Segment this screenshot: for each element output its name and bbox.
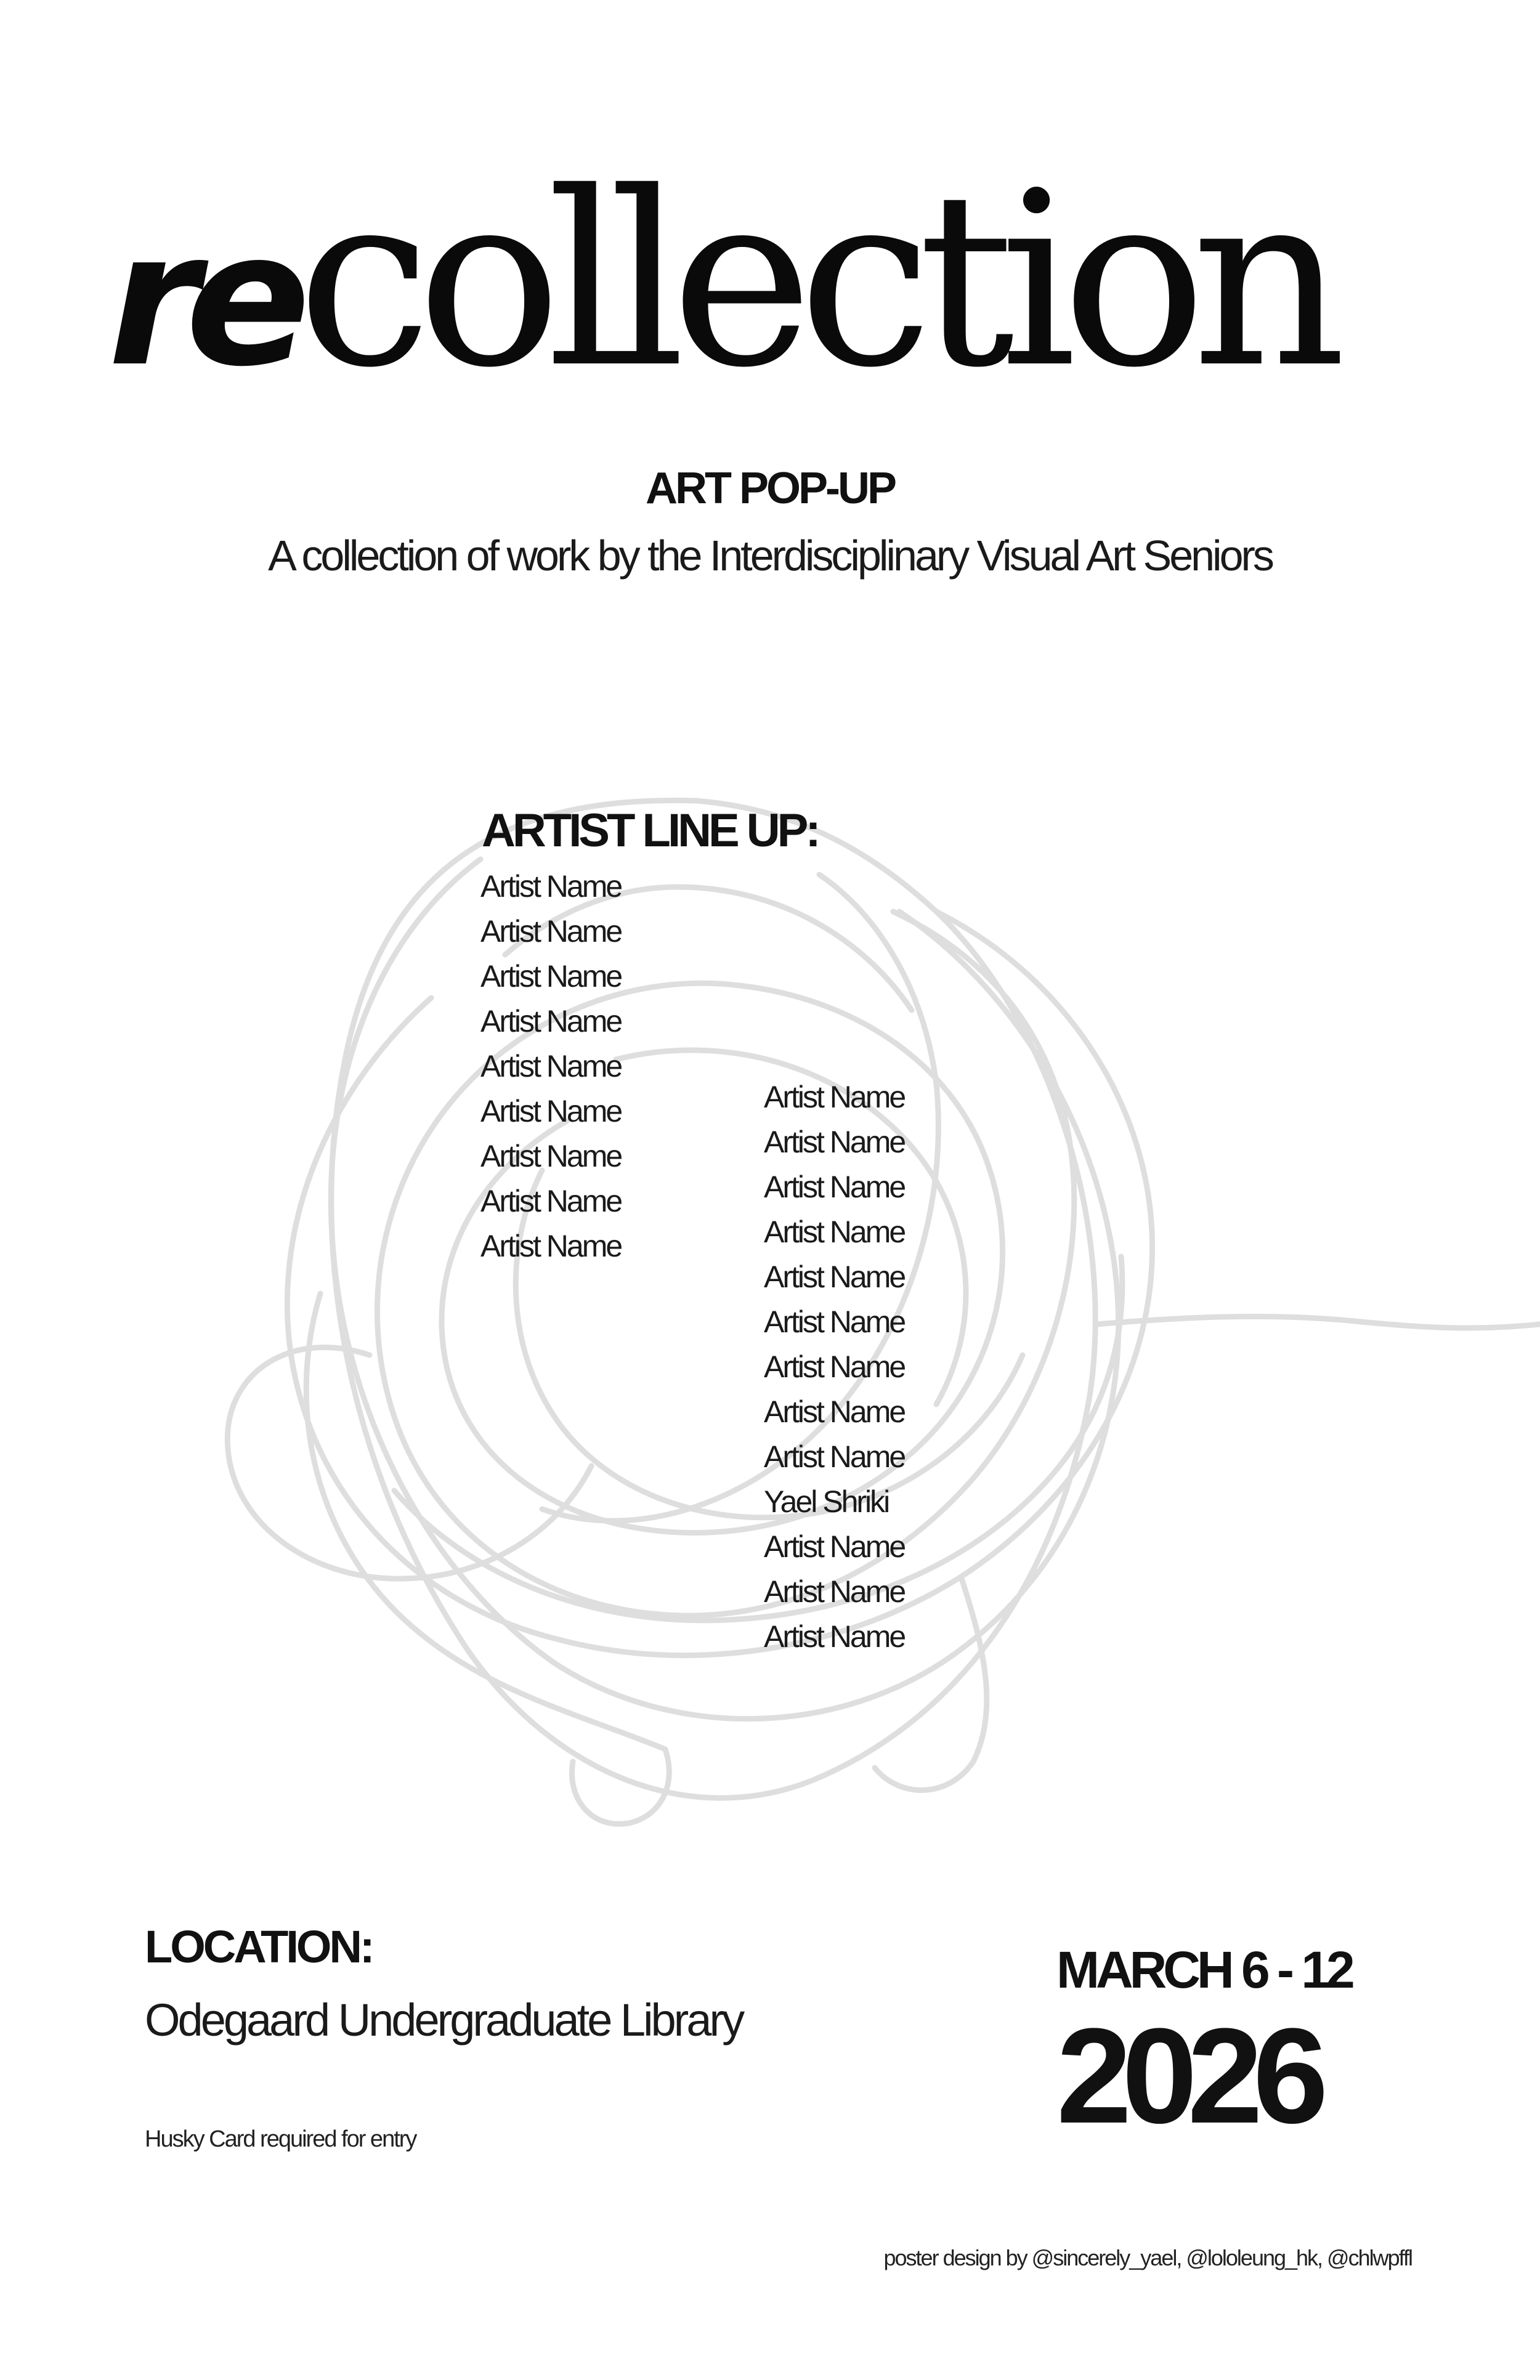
artist-list-left — [480, 864, 621, 1269]
date-range: MARCH 6 - 12 — [1056, 1941, 1352, 1999]
artist-name: Artist Name — [480, 869, 622, 904]
artist-name: Artist Name — [480, 914, 622, 949]
date-year: 2026 — [1056, 2000, 1319, 2151]
location-note: Husky Card required for entry — [145, 2126, 416, 2152]
artist-name: Artist Name — [764, 1125, 905, 1159]
artist-name: Artist Name — [764, 1215, 905, 1249]
artist-name: Artist Name — [480, 1004, 622, 1038]
artist-list-right — [764, 1075, 904, 1659]
artist-name: Artist Name — [480, 1049, 622, 1083]
artist-name: Artist Name — [480, 1184, 622, 1218]
artist-name: Artist Name — [764, 1529, 905, 1564]
event-tagline: A collection of work by the Interdisciplinary Visual Art Seniors — [268, 532, 1272, 580]
artist-name: Artist Name — [480, 1094, 622, 1128]
artist-name: Artist Name — [764, 1260, 905, 1294]
artist-name: Artist Name — [764, 1439, 905, 1474]
location-name: Odegaard Undergraduate Library — [145, 1994, 743, 2046]
artist-name: Artist Name — [764, 1080, 905, 1114]
artist-name: Artist Name — [764, 1305, 905, 1339]
artist-name: Artist Name — [480, 1229, 622, 1263]
location-label: LOCATION: — [145, 1921, 373, 1972]
lineup-heading: ARTIST LINE UP: — [482, 804, 818, 857]
artist-name: Artist Name — [764, 1170, 905, 1204]
artist-name: Artist Name — [764, 1574, 905, 1609]
event-type: ART POP-UP — [645, 464, 895, 513]
artist-name: Yael Shriki — [764, 1484, 889, 1519]
artist-name: Artist Name — [764, 1394, 905, 1429]
artist-name: Artist Name — [480, 1139, 622, 1173]
title-main: collection — [297, 140, 1332, 420]
artist-name: Artist Name — [764, 1619, 905, 1654]
poster-title — [108, 139, 1463, 422]
title-prefix: re — [108, 192, 298, 407]
artist-name: Artist Name — [480, 959, 622, 994]
design-credit: poster design by @sincerely_yael, @lololeung_hk, @chlwpffl — [883, 2245, 1412, 2270]
artist-name: Artist Name — [764, 1350, 905, 1384]
